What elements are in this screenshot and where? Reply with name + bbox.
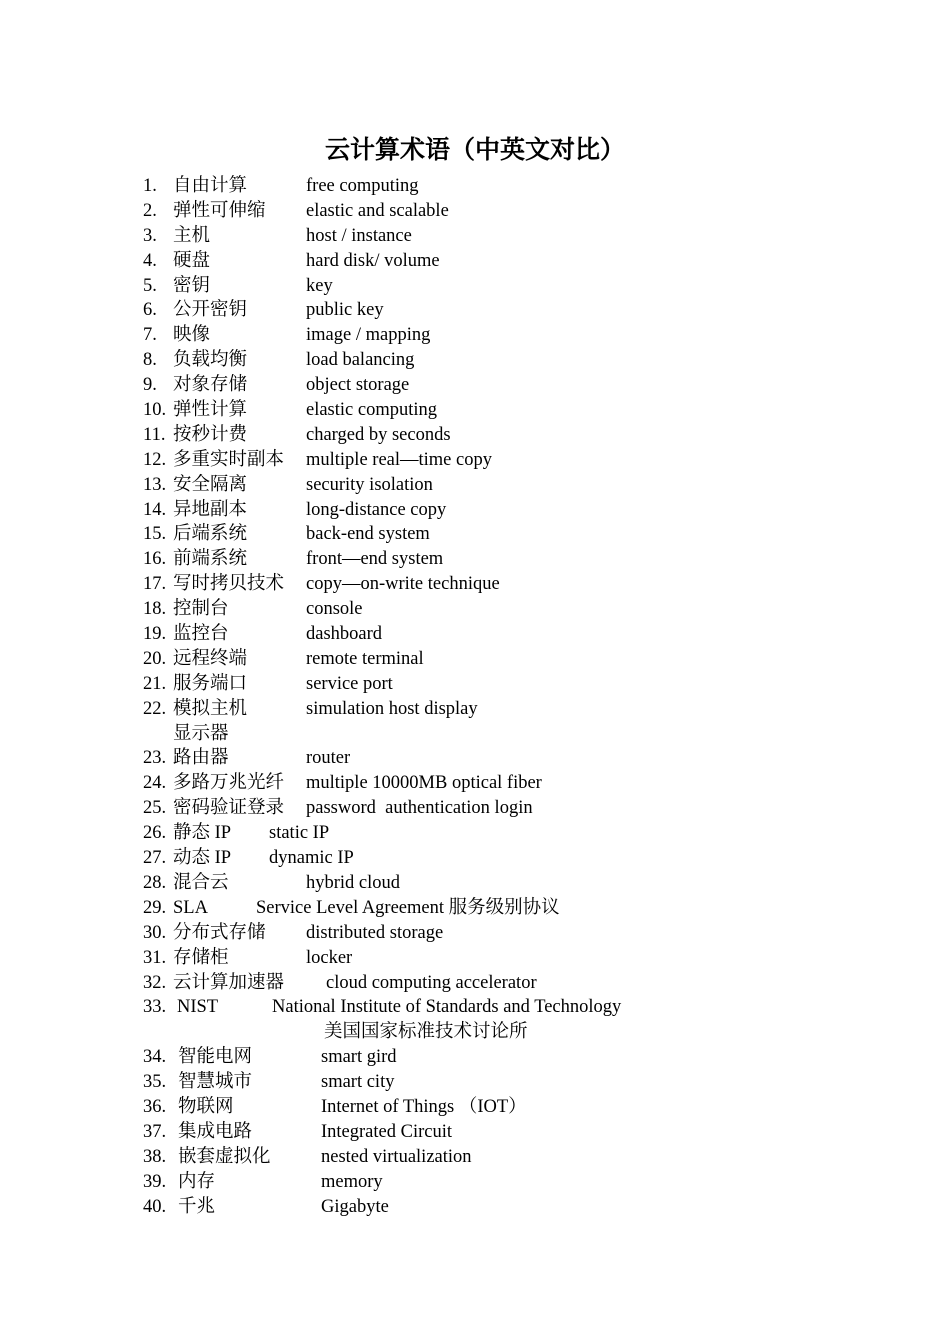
term-english: nested virtualization xyxy=(321,1146,472,1167)
term-english: long-distance copy xyxy=(306,499,447,520)
term-english: front—end system xyxy=(306,549,444,570)
term-entry-8 xyxy=(0,348,950,373)
term-chinese: 弹性计算 xyxy=(173,400,248,421)
term-english: simulation host display xyxy=(306,698,478,719)
term-english: image / mapping xyxy=(306,325,431,346)
term-number: 21. xyxy=(143,673,167,694)
term-number: 29. xyxy=(143,897,167,918)
term-chinese: 负载均衡 xyxy=(173,350,248,371)
term-number: 17. xyxy=(143,574,167,595)
term-number: 39. xyxy=(143,1171,167,1192)
term-chinese: SLA xyxy=(173,897,208,918)
term-chinese: 弹性可伸缩 xyxy=(173,200,266,221)
term-english: dashboard xyxy=(306,624,383,645)
term-number: 31. xyxy=(143,947,167,968)
term-number: 12. xyxy=(143,449,167,470)
term-entry-28 xyxy=(0,871,950,896)
term-english: router xyxy=(306,748,351,769)
term-entry-14 xyxy=(0,498,950,523)
term-chinese: 远程终端 xyxy=(173,648,248,669)
term-chinese: 硬盘 xyxy=(173,250,211,271)
term-number: 25. xyxy=(143,798,167,819)
term-english: smart city xyxy=(321,1072,395,1093)
term-number: 9. xyxy=(143,375,157,396)
term-entry-31 xyxy=(0,946,950,971)
term-number: 11. xyxy=(143,424,166,445)
term-chinese: 嵌套虚拟化 xyxy=(178,1146,271,1167)
term-number: 36. xyxy=(143,1096,167,1117)
term-chinese: 智慧城市 xyxy=(178,1072,253,1093)
term-entry-27 xyxy=(0,846,950,871)
term-number: 32. xyxy=(143,972,167,993)
term-english: back-end system xyxy=(306,524,430,545)
term-chinese: 混合云 xyxy=(173,872,229,893)
term-chinese: 云计算加速器 xyxy=(173,972,285,993)
term-entry-35 xyxy=(0,1070,950,1095)
term-number: 14. xyxy=(143,499,167,520)
term-chinese: 分布式存储 xyxy=(173,922,266,943)
term-chinese: 主机 xyxy=(173,225,211,246)
term-number: 16. xyxy=(143,549,167,570)
term-number: 4. xyxy=(143,250,157,271)
term-chinese: 内存 xyxy=(178,1171,216,1192)
term-chinese: 静态 IP xyxy=(173,823,232,844)
document-title: 云计算术语（中英文对比） xyxy=(324,137,625,164)
term-entry-9 xyxy=(0,373,950,398)
term-entry-1 xyxy=(0,174,950,199)
term-entry-26 xyxy=(0,821,950,846)
term-entry-16 xyxy=(0,547,950,572)
term-chinese: 存储柜 xyxy=(173,947,229,968)
term-english: service port xyxy=(306,673,393,694)
term-english: multiple 10000MB optical fiber xyxy=(306,773,542,794)
term-english: dynamic IP xyxy=(269,848,354,869)
term-entry-36 xyxy=(0,1095,950,1120)
term-entry-40 xyxy=(0,1195,950,1220)
term-chinese: 前端系统 xyxy=(173,549,248,570)
term-number: 27. xyxy=(143,848,167,869)
term-english: distributed storage xyxy=(306,922,444,943)
term-english: remote terminal xyxy=(306,648,424,669)
term-entry-38 xyxy=(0,1145,950,1170)
term-number: 13. xyxy=(143,474,167,495)
term-entry-12 xyxy=(0,448,950,473)
term-chinese: 模拟主机 xyxy=(173,698,248,719)
term-number: 8. xyxy=(143,350,157,371)
term-number: 15. xyxy=(143,524,167,545)
term-english: elastic and scalable xyxy=(306,200,449,221)
term-chinese: 按秒计费 xyxy=(173,424,248,445)
term-entry-15 xyxy=(0,522,950,547)
term-english: 美国国家标准技术讨论所 xyxy=(324,1022,528,1043)
term-chinese: 显示器 xyxy=(173,723,229,744)
term-english: static IP xyxy=(269,823,330,844)
term-english: elastic computing xyxy=(306,400,438,421)
term-chinese: 多路万兆光纤 xyxy=(173,773,285,794)
term-english: load balancing xyxy=(306,350,415,371)
term-english: hybrid cloud xyxy=(306,872,401,893)
term-chinese: 动态 IP xyxy=(173,848,232,869)
term-number: 23. xyxy=(143,748,167,769)
term-chinese: 后端系统 xyxy=(173,524,248,545)
term-chinese: 安全隔离 xyxy=(173,474,248,495)
term-number: 34. xyxy=(143,1047,167,1068)
term-english: object storage xyxy=(306,375,410,396)
term-entry-34 xyxy=(0,1045,950,1070)
term-number: 10. xyxy=(143,400,167,421)
term-chinese: 异地副本 xyxy=(173,499,248,520)
term-number: 19. xyxy=(143,624,167,645)
term-number: 5. xyxy=(143,275,157,296)
term-chinese: 自由计算 xyxy=(173,176,248,196)
term-chinese: NIST xyxy=(177,997,219,1018)
term-english: charged by seconds xyxy=(306,424,451,445)
term-english: Service Level Agreement 服务级别协议 xyxy=(256,897,560,918)
term-entry-11 xyxy=(0,423,950,448)
term-entry-30 xyxy=(0,921,950,946)
term-english: Gigabyte xyxy=(321,1196,389,1217)
term-number: 35. xyxy=(143,1072,167,1093)
term-entry-6 xyxy=(0,298,950,323)
term-chinese: 服务端口 xyxy=(173,673,248,694)
term-english: password authentication login xyxy=(306,798,533,819)
term-chinese: 公开密钥 xyxy=(173,300,248,321)
term-number: 22. xyxy=(143,698,167,719)
term-entry-23 xyxy=(0,746,950,771)
term-entry-7 xyxy=(0,323,950,348)
term-chinese: 控制台 xyxy=(173,599,229,620)
term-entry-5 xyxy=(0,274,950,299)
term-entry-21 xyxy=(0,672,950,697)
term-chinese: 集成电路 xyxy=(178,1121,253,1142)
term-entry-19 xyxy=(0,622,950,647)
term-english: security isolation xyxy=(306,474,433,495)
term-english: host / instance xyxy=(306,225,412,246)
term-english: National Institute of Standards and Technology xyxy=(272,997,622,1018)
term-number: 1. xyxy=(143,176,157,196)
term-number: 26. xyxy=(143,823,167,844)
term-english: public key xyxy=(306,300,384,321)
term-number: 38. xyxy=(143,1146,167,1167)
term-chinese: 路由器 xyxy=(173,748,229,769)
term-entry-37 xyxy=(0,1120,950,1145)
term-number: 28. xyxy=(143,872,167,893)
term-entry-2 xyxy=(0,199,950,224)
term-chinese: 密钥 xyxy=(173,275,211,296)
term-english: smart gird xyxy=(321,1047,397,1068)
term-english: console xyxy=(306,599,363,620)
term-chinese: 智能电网 xyxy=(178,1047,253,1068)
term-chinese: 物联网 xyxy=(178,1096,234,1117)
term-number: 40. xyxy=(143,1196,167,1217)
term-entry-20 xyxy=(0,647,950,672)
term-number: 3. xyxy=(143,225,157,246)
term-entry-32 xyxy=(0,971,950,996)
term-number: 18. xyxy=(143,599,167,620)
term-entry-33-continuation xyxy=(0,1020,950,1045)
term-chinese: 映像 xyxy=(173,325,211,346)
term-english: cloud computing accelerator xyxy=(326,972,537,993)
term-chinese: 监控台 xyxy=(173,624,229,645)
term-entry-24 xyxy=(0,771,950,796)
term-number: 37. xyxy=(143,1121,167,1142)
term-number: 24. xyxy=(143,773,167,794)
term-entry-22-continuation xyxy=(0,722,950,747)
term-chinese: 多重实时副本 xyxy=(173,449,285,470)
term-chinese: 写时拷贝技术 xyxy=(173,574,285,595)
term-entry-17 xyxy=(0,572,950,597)
term-entry-3 xyxy=(0,224,950,249)
term-chinese: 密码验证登录 xyxy=(173,798,285,819)
term-english: free computing xyxy=(306,176,419,196)
term-number: 2. xyxy=(143,200,157,221)
term-number: 6. xyxy=(143,300,157,321)
term-entry-39 xyxy=(0,1170,950,1195)
term-english: memory xyxy=(321,1171,383,1192)
term-english: hard disk/ volume xyxy=(306,250,440,271)
term-entry-25 xyxy=(0,796,950,821)
term-entry-4 xyxy=(0,249,950,274)
term-list xyxy=(0,174,950,1219)
term-number: 20. xyxy=(143,648,167,669)
term-entry-10 xyxy=(0,398,950,423)
term-entry-33 xyxy=(0,995,950,1020)
term-chinese: 对象存储 xyxy=(173,375,248,396)
term-english: Internet of Things （IOT） xyxy=(321,1096,527,1117)
term-entry-29 xyxy=(0,896,950,921)
term-chinese: 千兆 xyxy=(178,1196,216,1217)
term-english: multiple real—time copy xyxy=(306,449,492,470)
term-english: locker xyxy=(306,947,353,968)
term-english: Integrated Circuit xyxy=(321,1121,452,1142)
term-number: 7. xyxy=(143,325,157,346)
term-entry-13 xyxy=(0,473,950,498)
term-entry-22 xyxy=(0,697,950,722)
term-entry-18 xyxy=(0,597,950,622)
term-number: 33. xyxy=(143,997,167,1018)
term-number: 30. xyxy=(143,922,167,943)
term-english: copy—on-write technique xyxy=(306,574,500,595)
term-english: key xyxy=(306,275,333,296)
